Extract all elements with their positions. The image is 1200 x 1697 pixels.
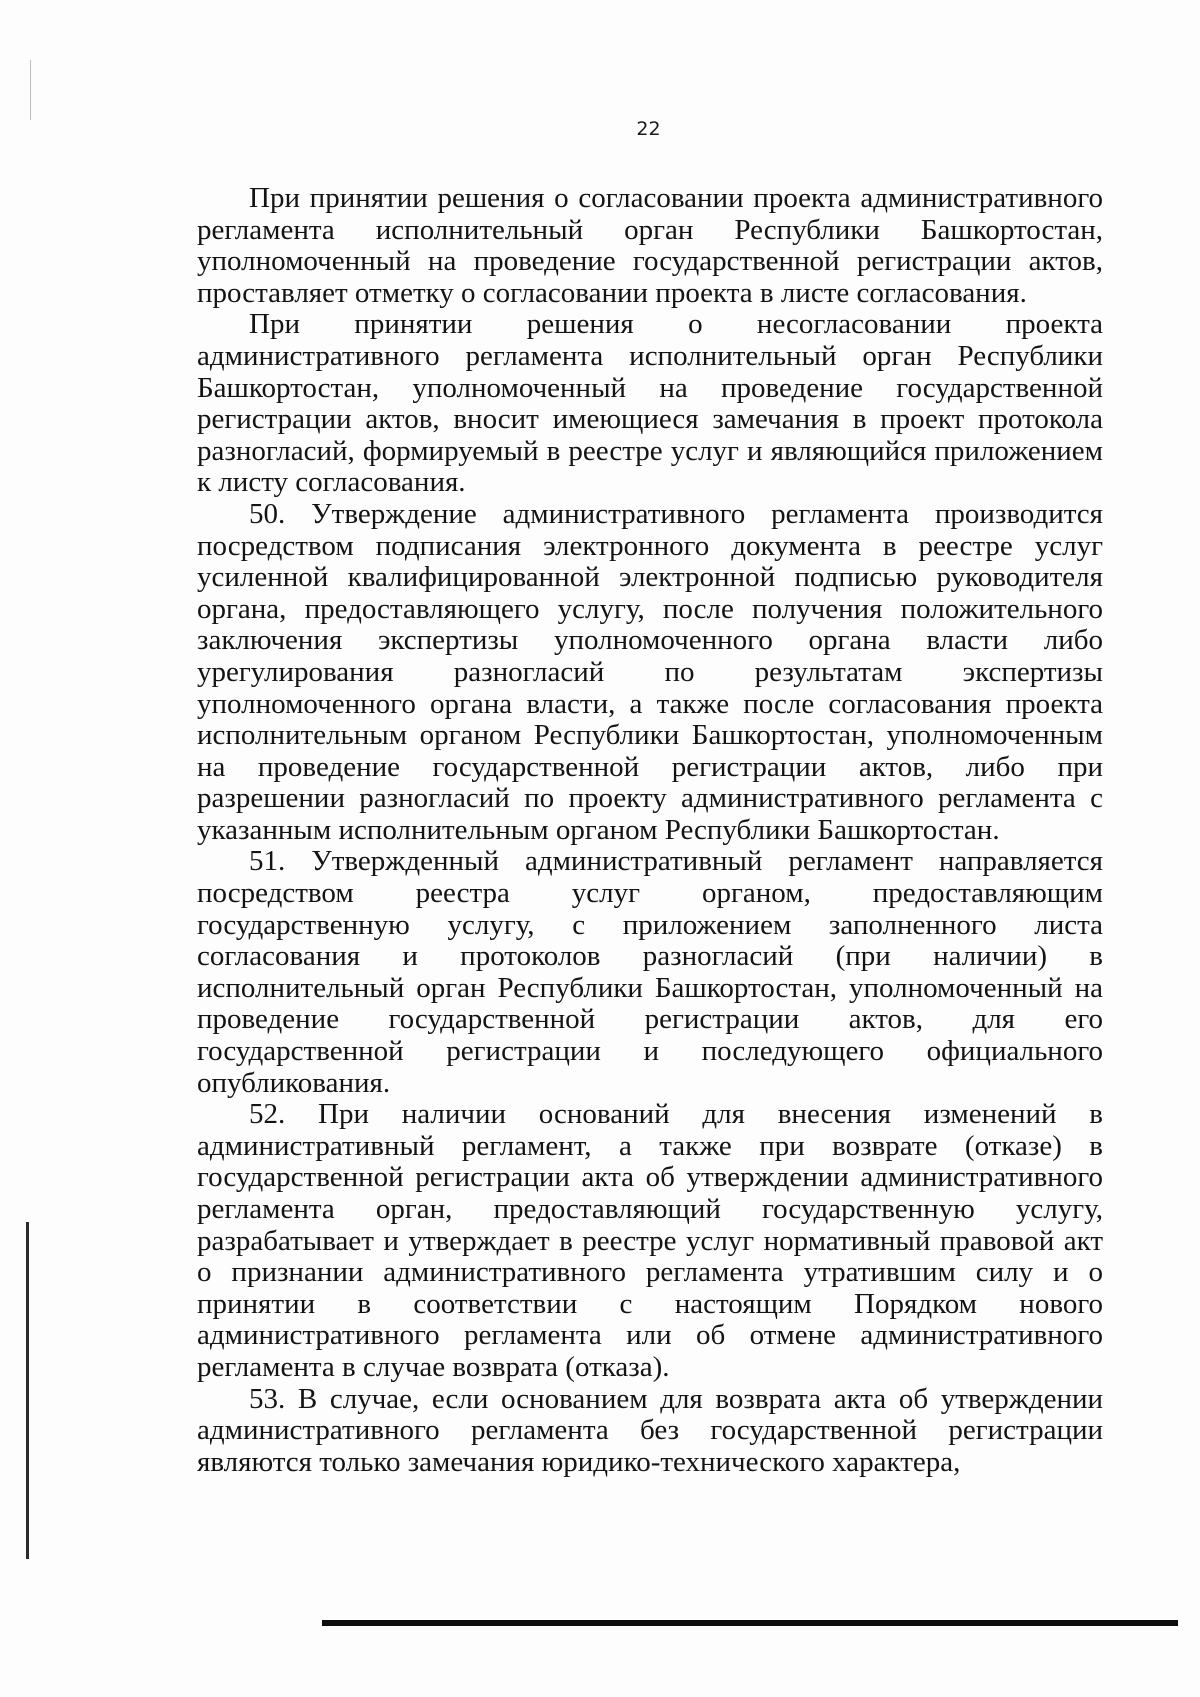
scan-bottom-edge — [322, 1620, 1178, 1626]
paragraph-approval: При принятии решения о согласовании проекта административного регламента исполнительный орган Республики Башкортостан, уполномоченный на проведение государственной регистрации актов, проставляет отметку о согласовании проекта в листе согласования. — [197, 182, 1103, 309]
paragraph-51: 51. Утвержденный административный регламент направляется посредством реестра услуг органом, предоставляющим государственную услугу, с приложением заполненного листа согласования и протоколов разногласий (при наличии) в исполнительный орган Республики Башкортостан, уполномоченный на проведение государственной регистрации актов, для его государственной регистрации и последующего официального опубликования. — [197, 845, 1103, 1099]
paragraph-disapproval: При принятии решения о несогласовании проекта административного регламента исполнительный орган Республики Башкортостан, уполномоченный на проведение государственной регистрации актов, вносит имеющиеся замечания в проект протокола разногласий, формируемый в реестре услуг и являющийся приложением к листу согласования. — [197, 308, 1103, 499]
page-number: 22 — [636, 118, 661, 140]
scan-binding-edge — [26, 1222, 29, 1559]
document-body — [197, 183, 1103, 1478]
paragraph-52: 52. При наличии оснований для внесения изменений в административный регламент, а также при возврате (отказе) в государственной регистрации акта об утверждении административного регламента орган, предоставляющий государственную услугу, разрабатывает и утверждает в реестре услуг нормативный правовой акт о признании административного регламента утратившим силу и о принятии в соответствии с настоящим Порядком нового административного регламента или об отмене административного регламента в случае возврата (отказа). — [197, 1098, 1103, 1383]
scan-margin-mark — [30, 60, 31, 120]
paragraph-53: 53. В случае, если основанием для возврата акта об утверждении административного регламента без государственной регистрации являются только замечания юридико-технического характера, — [197, 1382, 1103, 1478]
paragraph-50: 50. Утверждение административного регламента производится посредством подписания электронного документа в реестре услуг усиленной квалифицированной электронной подписью руководителя органа, предоставляющего услугу, после получения положительного заключения экспертизы уполномоченного органа власти либо урегулирования разногласий по результатам экспертизы уполномоченного органа власти, а также после согласования проекта исполнительным органом Республики Башкортостан, уполномоченным на проведение государственной регистрации актов, либо при разрешении разногласий по проекту административного регламента с указанным исполнительным органом Республики Башкортостан. — [197, 497, 1103, 846]
